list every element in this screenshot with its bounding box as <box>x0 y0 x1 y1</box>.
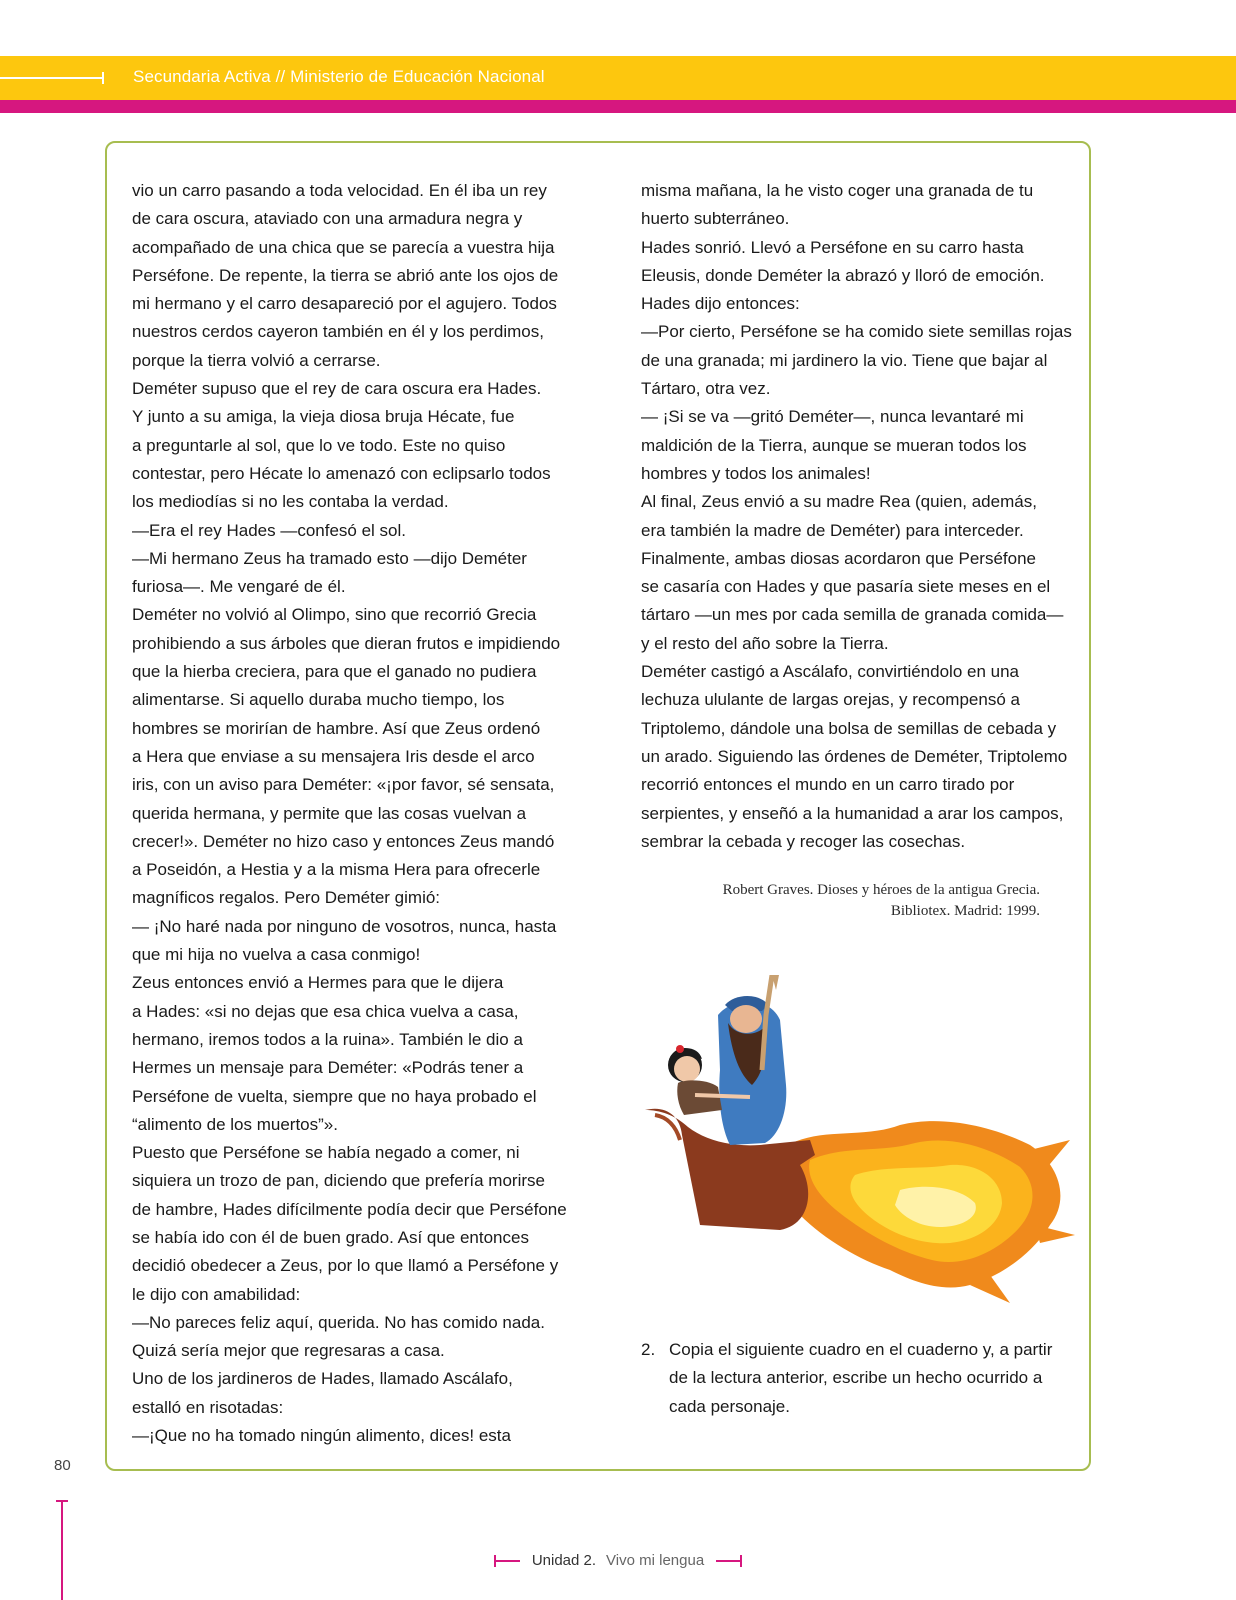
text-line: tártaro —un mes por cada semilla de granada comida— <box>641 605 1064 625</box>
hades-chariot-illustration <box>640 975 1080 1315</box>
flames-icon <box>776 1121 1075 1303</box>
text-line: maldición de la Tierra, aunque se mueran todos los <box>641 435 1027 455</box>
text-line: acompañado de una chica que se parecía a vuestra hija <box>132 237 555 257</box>
text-line: —¡Que no ha tomado ningún alimento, dices! esta <box>132 1426 511 1446</box>
activity-number: 2. <box>641 1340 656 1359</box>
text-line: los mediodías si no les contaba la verdad. <box>132 492 449 512</box>
text-line: se casaría con Hades y que pasaría siete meses en el <box>641 577 1051 597</box>
margin-rule-tick <box>56 1500 68 1502</box>
text-line: de una granada; mi jardinero la vio. Tiene que bajar al <box>641 350 1048 370</box>
text-line: Perséfone. De repente, la tierra se abrió ante los ojos de <box>132 265 559 285</box>
header-accent-band <box>0 100 1236 113</box>
text-line: crecer!». Deméter no hizo caso y entonces Zeus mandó <box>132 831 555 851</box>
activity-text <box>669 1336 1052 1421</box>
text-line: —No pareces feliz aquí, querida. No has comido nada. <box>132 1312 545 1332</box>
text-line: vio un carro pasando a toda velocidad. En él iba un rey <box>132 181 547 200</box>
footer-unit-name: Vivo mi lengua <box>606 1552 705 1569</box>
text-line: Tártaro, otra vez. <box>641 379 771 399</box>
citation-line: Bibliotex. Madrid: 1999. <box>890 903 1040 919</box>
text-line: — ¡Si se va —gritó Deméter—, nunca levantaré mi <box>641 407 1024 427</box>
text-line: estalló en risotadas: <box>132 1397 284 1417</box>
text-line: y el resto del año sobre la Tierra. <box>641 633 889 653</box>
text-line: Deméter supuso que el rey de cara oscura era Hades. <box>132 379 542 399</box>
text-line: hombres y todos los animales! <box>641 463 871 483</box>
text-line: Quizá sería mejor que regresaras a casa. <box>132 1341 445 1361</box>
text-line: contestar, pero Hécate lo amenazó con eclipsarlo todos <box>132 463 551 483</box>
text-line: querida hermana, y permite que las cosas vuelvan a <box>132 803 527 823</box>
footer <box>0 1552 1236 1569</box>
text-line: Zeus entonces envió a Hermes para que le dijera <box>132 973 504 993</box>
text-line: — ¡No haré nada por ninguno de vosotros, nunca, hasta <box>132 916 557 936</box>
text-line: de cara oscura, ataviado con una armadura negra y <box>132 209 523 229</box>
footer-rule-left <box>494 1560 520 1562</box>
text-line: lechuza ululante de largas orejas, y recompensó a <box>641 690 1020 710</box>
text-line: Perséfone de vuelta, siempre que no haya probado el <box>132 1086 537 1106</box>
text-line: Puesto que Perséfone se había negado a comer, ni <box>132 1143 520 1163</box>
right-text-column <box>641 177 1071 856</box>
text-line: —Era el rey Hades —confesó el sol. <box>132 520 407 540</box>
text-line: Copia el siguiente cuadro en el cuaderno y, a partir <box>669 1340 1053 1359</box>
text-line: que mi hija no vuelva a casa conmigo! <box>132 945 421 965</box>
text-line: nuestros cerdos cayeron también en él y los perdimos, <box>132 322 544 342</box>
text-line: era también la madre de Deméter) para interceder. <box>641 520 1024 540</box>
text-line: Deméter no volvió al Olimpo, sino que recorrió Grecia <box>132 605 537 625</box>
text-line: a Hera que enviase a su mensajera Iris desde el arco <box>132 746 535 766</box>
text-line: se había ido con él de buen grado. Así que entonces <box>132 1227 529 1247</box>
header-rule <box>0 77 102 79</box>
text-line: —Mi hermano Zeus ha tramado esto —dijo Deméter <box>132 548 527 568</box>
text-line: Deméter castigó a Ascálafo, convirtiéndolo en una <box>641 662 1020 682</box>
text-line: Hades sonrió. Llevó a Perséfone en su carro hasta <box>641 237 1024 257</box>
text-line: sembrar la cebada y recoger las cosechas. <box>641 831 966 851</box>
hades-figure-icon <box>718 975 786 1145</box>
text-line: Y junto a su amiga, la vieja diosa bruja Hécate, fue <box>132 407 515 427</box>
text-line: iris, con un aviso para Deméter: «¡por favor, sé sensata, <box>132 775 555 795</box>
text-line: misma mañana, la he visto coger una granada de tu <box>641 181 1034 200</box>
text-line: furiosa—. Me vengaré de él. <box>132 577 346 597</box>
text-line: Al final, Zeus envió a su madre Rea (quien, además, <box>641 492 1037 512</box>
text-line: de hambre, Hades difícilmente podía decir que Perséfone <box>132 1199 567 1219</box>
footer-rule-right <box>716 1560 742 1562</box>
text-line: Hades dijo entonces: <box>641 294 800 314</box>
text-line: Eleusis, donde Deméter la abrazó y lloró de emoción. <box>641 265 1045 285</box>
margin-rule <box>61 1500 63 1600</box>
text-line: a Poseidón, a Hestia y a la misma Hera para ofrecerle <box>132 860 541 880</box>
text-line: magníficos regalos. Pero Deméter gimió: <box>132 888 441 908</box>
header-title: Secundaria Activa // Ministerio de Educación Nacional <box>133 67 545 86</box>
text-line: alimentarse. Si aquello duraba mucho tiempo, los <box>132 690 505 710</box>
text-line: decidió obedecer a Zeus, por lo que llamó a Perséfone y <box>132 1256 559 1276</box>
text-line: cada personaje. <box>669 1396 790 1416</box>
left-text-column <box>132 177 572 1450</box>
text-line: —Por cierto, Perséfone se ha comido siete semillas rojas <box>641 322 1072 342</box>
text-line: a preguntarle al sol, que lo ve todo. Este no quiso <box>132 435 506 455</box>
citation <box>600 880 1040 922</box>
text-line: recorrió entonces el mundo en un carro tirado por <box>641 775 1015 795</box>
text-line: mi hermano y el carro desapareció por el agujero. Todos <box>132 294 557 314</box>
footer-unit: Unidad 2. <box>531 1552 597 1569</box>
text-line: “alimento de los muertos”». <box>132 1114 338 1134</box>
text-line: porque la tierra volvió a cerrarse. <box>132 350 381 370</box>
text-line: un arado. Siguiendo las órdenes de Deméter, Triptolemo <box>641 746 1068 766</box>
text-line: serpientes, y enseñó a la humanidad a arar los campos, <box>641 803 1064 823</box>
text-line: Uno de los jardineros de Hades, llamado Ascálafo, <box>132 1369 513 1389</box>
text-line: de la lectura anterior, escribe un hecho ocurrido a <box>669 1368 1043 1388</box>
text-line: prohibiendo a sus árboles que dieran frutos e impidiendo <box>132 633 561 653</box>
text-line: Finalmente, ambas diosas acordaron que Perséfone <box>641 548 1037 568</box>
text-line: a Hades: «si no dejas que esa chica vuelva a casa, <box>132 1001 519 1021</box>
text-line: Triptolemo, dándole una bolsa de semillas de cebada y <box>641 718 1057 738</box>
text-line: que la hierba creciera, para que el ganado no pudiera <box>132 662 537 682</box>
text-line: Hermes un mensaje para Deméter: «Podrás tener a <box>132 1058 524 1078</box>
page-number: 80 <box>54 1457 71 1474</box>
text-line: siquiera un trozo de pan, diciendo que prefería morirse <box>132 1171 545 1191</box>
citation-line: Robert Graves. Dioses y héroes de la antigua Grecia. <box>722 882 1040 898</box>
header-rule-tick <box>102 72 104 84</box>
text-line: huerto subterráneo. <box>641 209 790 229</box>
text-line: hombres se morirían de hambre. Así que Zeus ordenó <box>132 718 541 738</box>
text-line: le dijo con amabilidad: <box>132 1284 301 1304</box>
text-line: hermano, iremos todos a la ruina». También le dio a <box>132 1029 523 1049</box>
